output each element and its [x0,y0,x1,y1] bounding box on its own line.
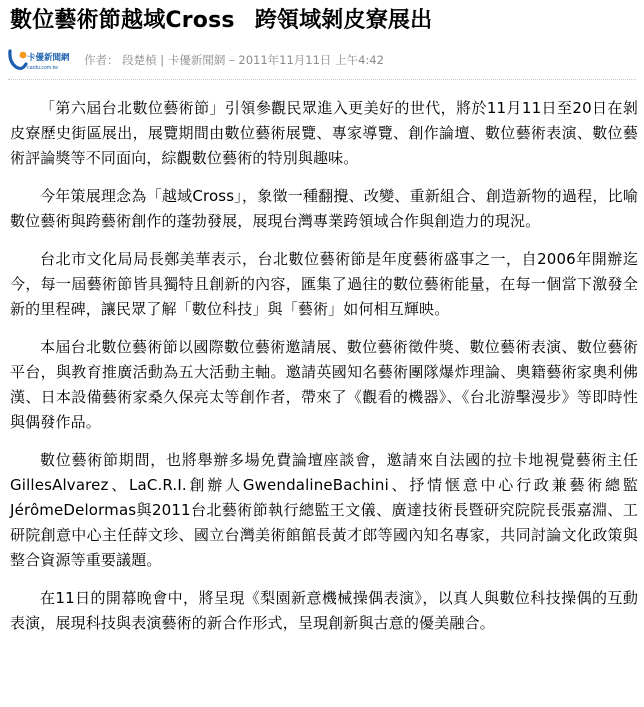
paragraph: 台北市文化局局長鄭美華表示，台北數位藝術節是年度藝術盛事之一，自2006年開辦迄今，每一屆藝術節皆具獨特且創新的內容，匯集了過往的數位藝術能量，在每一個當下激發全新的里程碑，讓民眾了解「數位科技」與「藝術」如何相互輝映。 [10,250,638,318]
paragraph: 今年策展理念為「越域Cross」，象徵一種翻攪、改變、重新組合、創造新物的過程，比喻數位藝術與跨藝術創作的蓬勃發展，展現台灣專業跨領域合作與創造力的現況。 [10,187,638,230]
title-sub: 跨領域剝皮寮展出 [254,8,433,33]
logo-text: 卡優新聞網 [27,52,70,62]
paragraph: 數位藝術節期間，也將舉辦多場免費論壇座談會，邀請來自法國的拉卡地視覺藝術主任GillesAlvarez、LaC.R.I.創辦人GwendalineBachini、抒情惬意中心行政兼藝術總監JérômeDelormas與2011台北藝術節執行總監王文儀、廣達技術長暨研究院院長張嘉淵、工研院創意中心主任薛文珍、國立台灣美術館館長黃才郎等國內知名專家，共同討論文化政策與整合資源等重要議題。 [10,451,638,569]
paragraph: 本屆台北數位藝術節以國際數位藝術邀請展、數位藝術徵件獎、數位藝術表演、數位藝術平台，與教育推廣活動為五大活動主軸。邀請英國知名藝術團隊爆炸理論、奧籍藝術家奧利佛 漢、日本設備藝術家桑久保亮太等創作者，帶來了《觀看的機器》、《台北游擊漫步》等即時性與偶發作品。 [10,338,638,431]
paragraph: 「第六屆台北數位藝術節」引領參觀民眾進入更美好的世代，將於11月11日至20日在剝皮寮歷史街區展出，展覽期間由數位藝術展覽、專家導覽、創作論壇、數位藝術表演、數位藝術評論獎等不同面向，綜觀數位藝術的特別與趣味。 [10,99,638,167]
article-title [10,4,640,38]
article-body [10,96,638,649]
paragraph: 在11日的開幕晚會中，將呈現《梨園新意機械操偶表演》，以真人與數位科技操偶的互動表演，展現科技與表演藝術的新合作形式，呈現創新與古意的優美融合。 [10,589,638,632]
article-meta: 作者： 段楚楨 | 卡優新聞網 – 2011年11月11日 上午4:42 [84,53,384,67]
title-main: 數位藝術節越域Cross [10,8,235,33]
byline [8,48,638,74]
cardu-news-logo[interactable] [8,48,70,72]
logo-url: cardu.com.tw [27,65,58,71]
divider [8,79,636,80]
